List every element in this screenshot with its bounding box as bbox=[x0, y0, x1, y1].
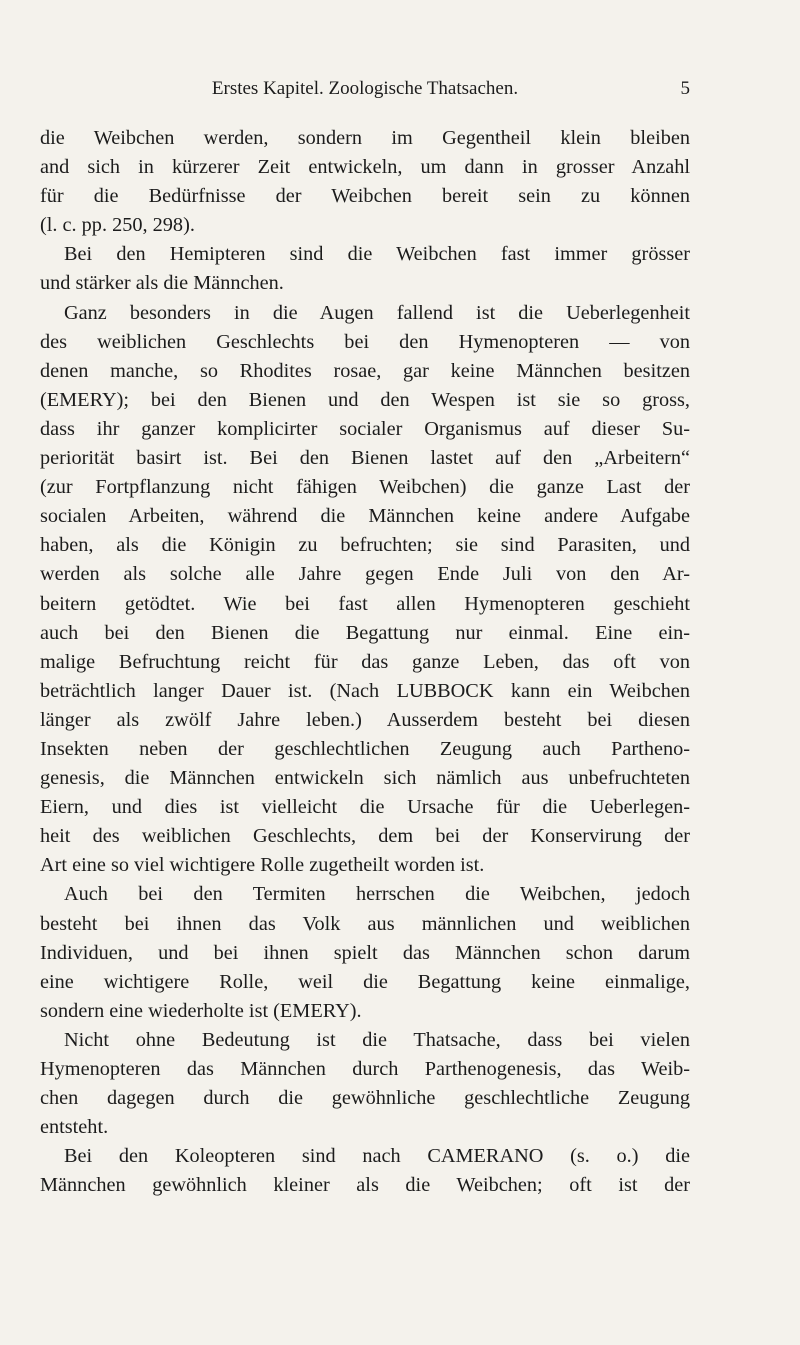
text-line: Nicht ohne Bedeutung ist die Thatsache, dass bei vielen bbox=[64, 1028, 690, 1051]
text-line: Bei den Koleopteren sind nach CAMERANO (s. o.) die bbox=[64, 1145, 690, 1168]
text-line: Individuen, und bei ihnen spielt das Männchen schon darum bbox=[40, 941, 690, 964]
text-line: und stärker als die Männchen. bbox=[40, 272, 284, 295]
text-line: Hymenopteren das Männchen durch Parthenogenesis, das Weib- bbox=[40, 1058, 690, 1080]
text-line: beitern getödtet. Wie bei fast allen Hymenopteren geschieht bbox=[40, 592, 690, 615]
text-line: haben, als die Königin zu befruchten; sie sind Parasiten, und bbox=[40, 534, 690, 557]
text-line: Art eine so viel wichtigere Rolle zugetheilt worden ist. bbox=[40, 854, 485, 877]
text-line: chen dagegen durch die gewöhnliche geschlechtliche Zeugung bbox=[40, 1087, 690, 1110]
text-line: für die Bedürfnisse der Weibchen bereit sein zu können bbox=[40, 185, 690, 208]
text-line: auch bei den Bienen die Begattung nur einmal. Eine ein- bbox=[40, 621, 690, 644]
text-line: eine wichtigere Rolle, weil die Begattung keine einmalige, bbox=[40, 970, 690, 993]
body-text bbox=[40, 124, 690, 1200]
page-number: 5 bbox=[680, 78, 690, 99]
text-line: sondern eine wiederholte ist (EMERY). bbox=[40, 999, 362, 1022]
text-line: des weiblichen Geschlechts bei den Hymenopteren — von bbox=[40, 330, 690, 353]
text-line: Eiern, und dies ist vielleicht die Ursache für die Ueberlegen- bbox=[40, 796, 690, 819]
text-line: die Weibchen werden, sondern im Gegentheil klein bleiben bbox=[40, 127, 690, 149]
running-title: Erstes Kapitel. Zoologische Thatsachen. bbox=[211, 78, 519, 99]
text-line: periorität basirt ist. Bei den Bienen lastet auf den „Arbeitern“ bbox=[40, 447, 690, 470]
text-line: heit des weiblichen Geschlechts, dem bei der Konservirung der bbox=[40, 825, 690, 848]
text-line: (l. c. pp. 250, 298). bbox=[40, 214, 195, 237]
text-line: denen manche, so Rhodites rosae, gar keine Männchen besitzen bbox=[40, 359, 690, 382]
text-line: Ganz besonders in die Augen fallend ist die Ueberlegenheit bbox=[64, 301, 690, 324]
text-line: Auch bei den Termiten herrschen die Weibchen, jedoch bbox=[64, 883, 690, 906]
text-line: genesis, die Männchen entwickeln sich nämlich aus unbefruchteten bbox=[40, 767, 690, 790]
text-line: Männchen gewöhnlich kleiner als die Weibchen; oft ist der bbox=[40, 1174, 690, 1197]
text-line: Bei den Hemipteren sind die Weibchen fast immer grösser bbox=[64, 243, 690, 266]
text-line: socialen Arbeiten, während die Männchen keine andere Aufgabe bbox=[40, 505, 690, 528]
text-line: (zur Fortpflanzung nicht fähigen Weibchen) die ganze Last der bbox=[40, 476, 690, 499]
text-line: Insekten neben der geschlechtlichen Zeugung auch Partheno- bbox=[40, 737, 690, 760]
text-line: entsteht. bbox=[40, 1116, 109, 1139]
text-line: malige Befruchtung reicht für das ganze Leben, das oft von bbox=[40, 650, 690, 673]
text-line: beträchtlich langer Dauer ist. (Nach LUBBOCK kann ein Weibchen bbox=[40, 679, 690, 702]
text-line: besteht bei ihnen das Volk aus männlichen und weiblichen bbox=[40, 912, 690, 935]
text-line: (EMERY); bei den Bienen und den Wespen ist sie so gross, bbox=[40, 388, 690, 411]
page-header bbox=[40, 78, 690, 108]
text-line: dass ihr ganzer komplicirter socialer Organismus auf dieser Su- bbox=[40, 417, 690, 440]
text-line: länger als zwölf Jahre leben.) Ausserdem besteht bei diesen bbox=[40, 708, 690, 731]
text-line: werden als solche alle Jahre gegen Ende Juli von den Ar- bbox=[40, 563, 690, 586]
text-line: and sich in kürzerer Zeit entwickeln, um dann in grosser Anzahl bbox=[40, 156, 690, 179]
